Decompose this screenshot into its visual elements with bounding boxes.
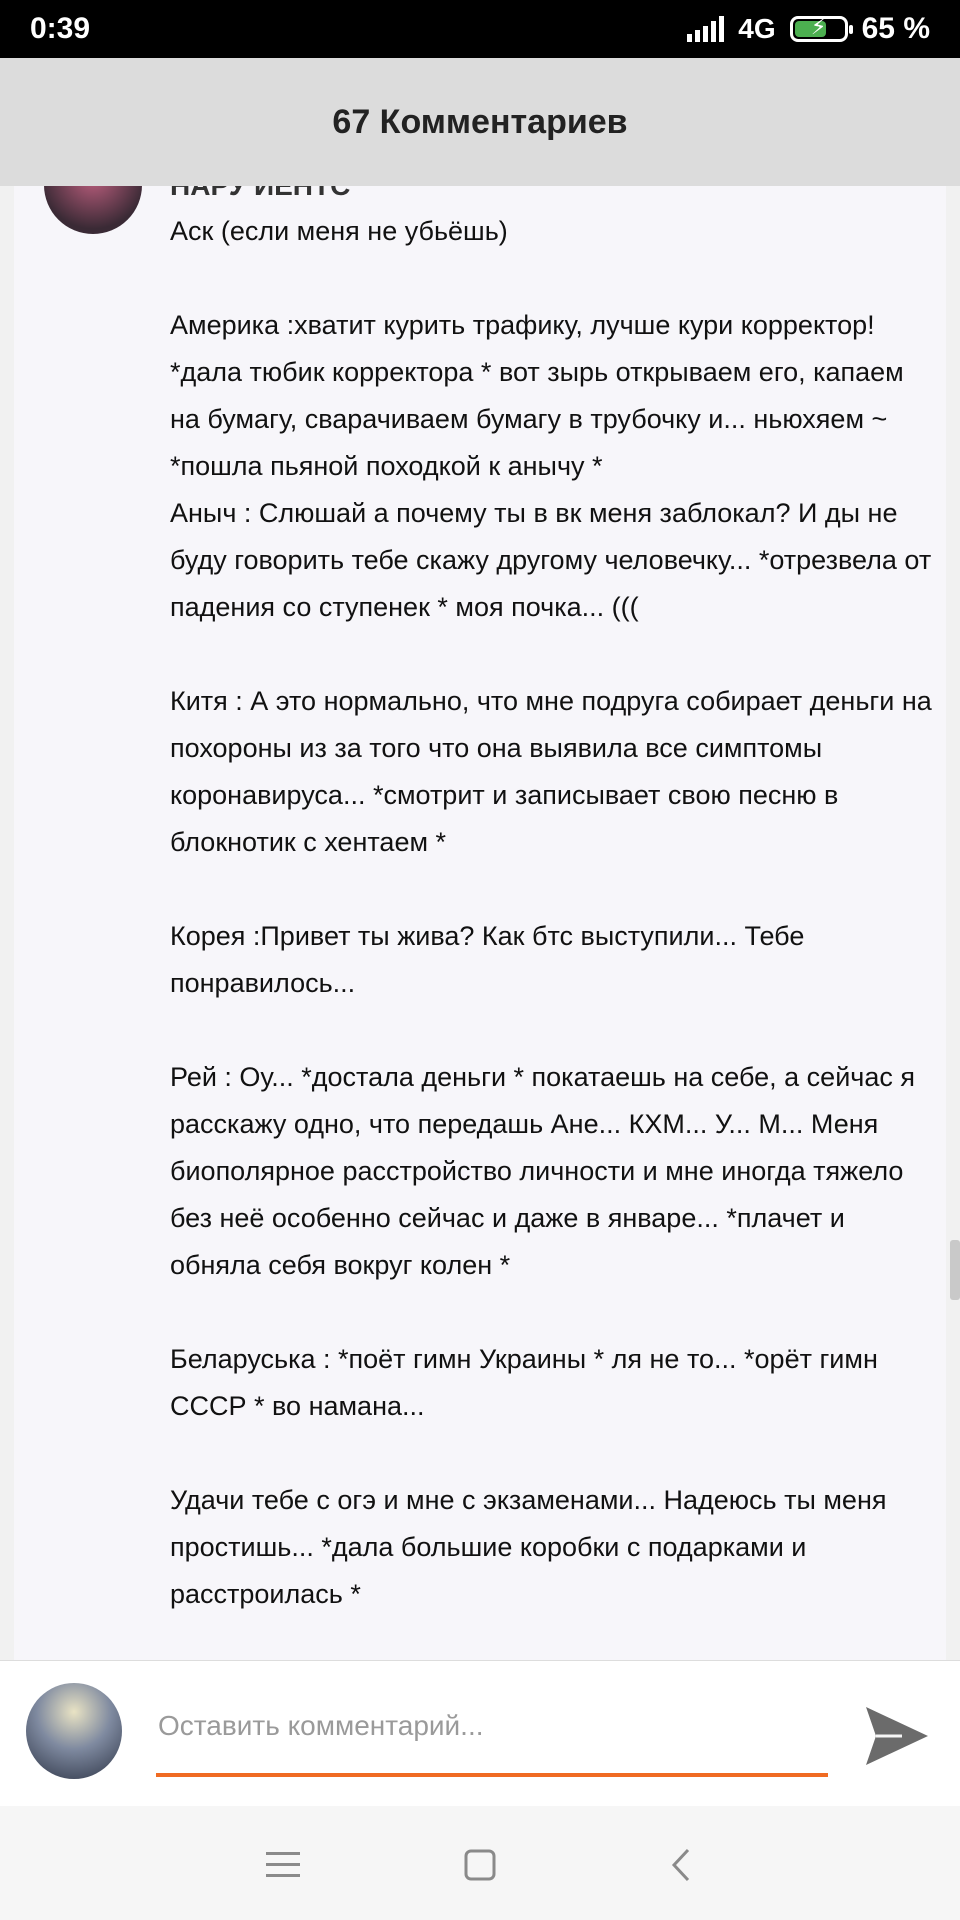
back-chevron-icon[interactable] bbox=[657, 1840, 707, 1890]
comment-input[interactable] bbox=[156, 1701, 832, 1751]
user-avatar[interactable] bbox=[26, 1683, 122, 1779]
comment-body: Аск (если меня не убьёшь) Америка :хватит курить трафику, лучше кури корректор! *дала тюбик корректора * вот зырь открываем его, капаем на бумагу, сварачиваем бумагу в трубочку и... ньюхяем ~ *пошла пьяной походкой к анычу * Аныч : Слюшай а почему ты в вк меня заблокал? И ды не буду говорить тебе скажу другому человечку... *отрезвела от падения со ступенек * моя почка... ((( Китя : А это нормально, что мне подруга собирает деньги на похороны из за того что она выявила все симптомы коронавируса... *смотрит и записывает свою песню в блокнотик с хентаем * Корея :Привет ты жива? Как бтс выступили... Тебе понравилось... Рей : Оу... *достала деньги * покатаешь на себе, а сейчас я расскажу одно, что передашь Ане... КХМ... У... М... Меня биополярное расстройство личности и мне иногда тяжело без неё особенно сейчас и даже в январе... *плачет и обняла себя вокруг колен * Беларуська : *поёт гимн Украины * ля не то... *орёт гимн СССР * во намана... Удачи тебе с огэ и мне с экзаменами... Надеюсь ты меня простишь... *дала большие коробки с подарками и расстроилась * bbox=[170, 216, 932, 1609]
comments-header bbox=[0, 58, 960, 186]
battery-percent: 65 % bbox=[861, 12, 930, 45]
status-icons bbox=[687, 12, 930, 46]
battery-icon bbox=[790, 16, 848, 42]
status-time: 0:39 bbox=[30, 12, 91, 45]
scrollbar-thumb[interactable] bbox=[950, 1240, 960, 1300]
send-arrow-icon[interactable] bbox=[862, 1701, 932, 1771]
comment-composer bbox=[0, 1660, 960, 1807]
signal-icon bbox=[687, 16, 724, 42]
page-title: 67 Комментариев bbox=[332, 102, 628, 141]
status-bar bbox=[0, 0, 960, 58]
home-square-icon[interactable] bbox=[455, 1840, 505, 1890]
system-nav-bar bbox=[0, 1806, 960, 1920]
menu-icon[interactable] bbox=[258, 1840, 308, 1890]
network-type: 4G bbox=[738, 13, 776, 44]
charging-icon: ⚡ bbox=[810, 14, 827, 39]
input-underline bbox=[156, 1773, 828, 1777]
comment-list[interactable] bbox=[14, 186, 946, 1660]
